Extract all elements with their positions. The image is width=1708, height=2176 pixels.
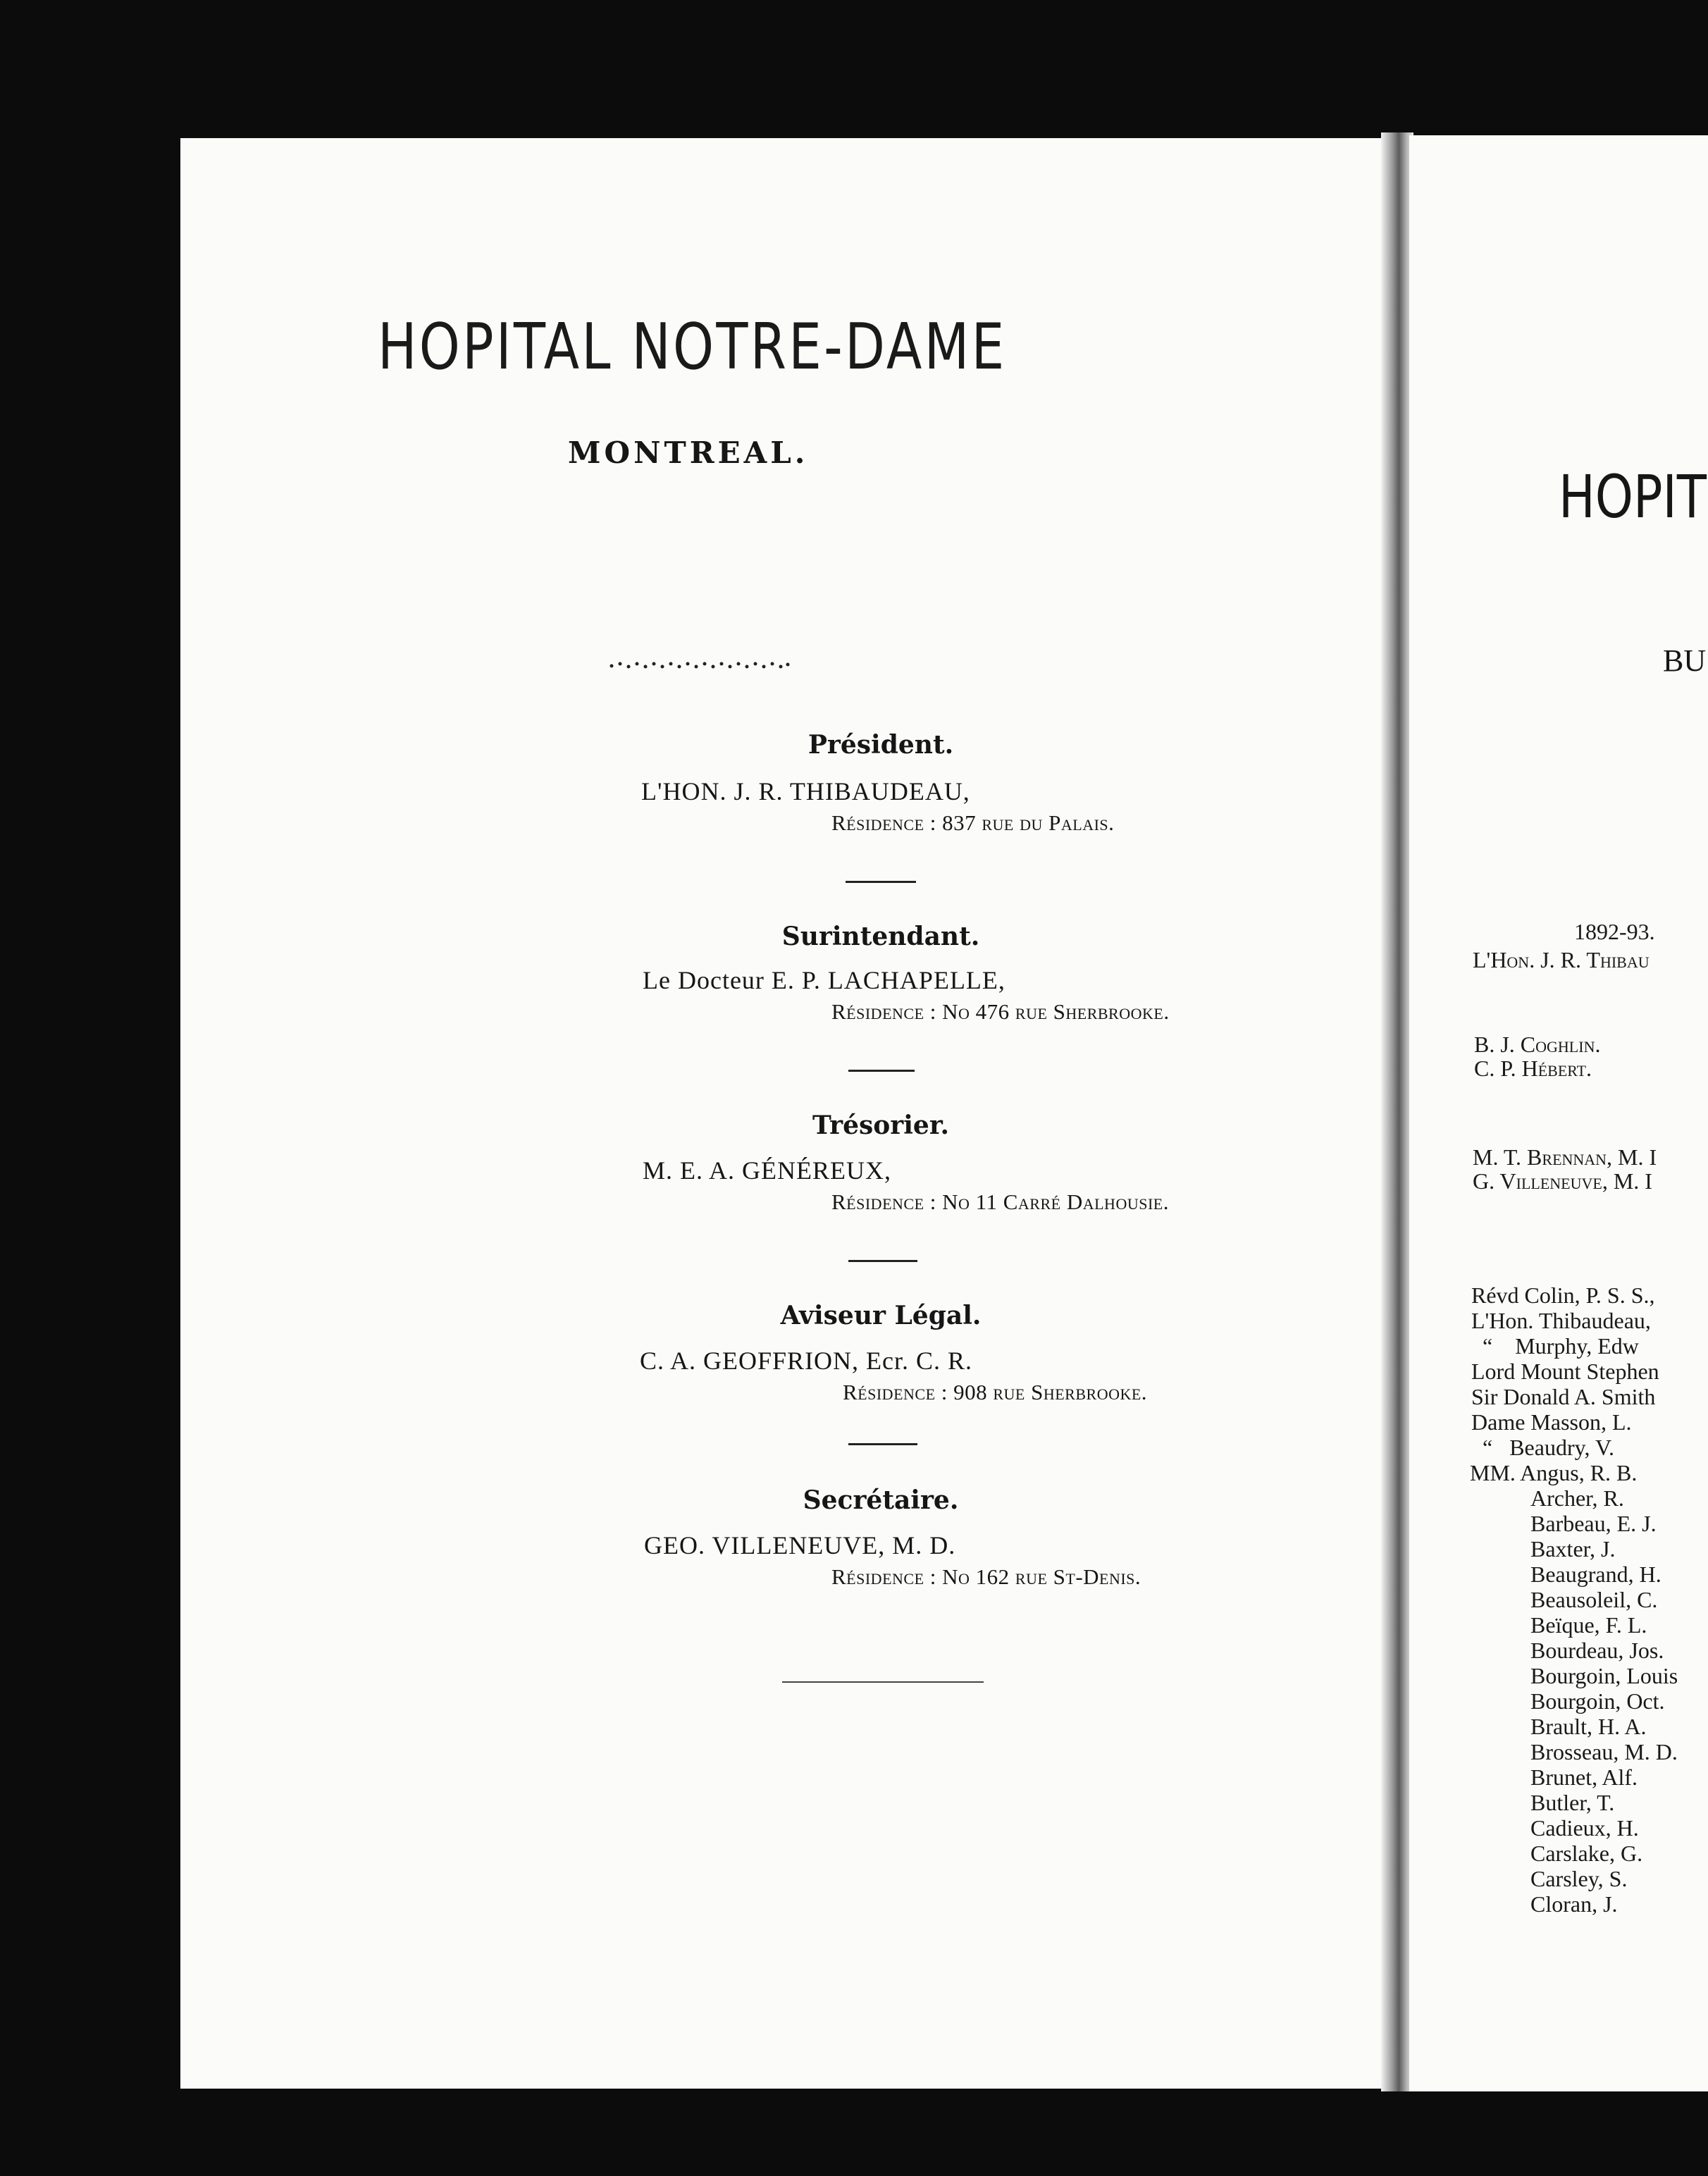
section-divider	[846, 881, 916, 883]
right-page-list-item: Carsley, S.	[1530, 1866, 1628, 1891]
section-heading-legal-advisor: Aviseur Légal.	[780, 1301, 982, 1330]
right-page-president-line: L'Hon. J. R. Thibau	[1473, 947, 1650, 972]
right-page-list-item: Bourgoin, Louis	[1530, 1663, 1678, 1688]
right-page-group1-line: B. J. Coghlin.	[1474, 1032, 1601, 1057]
right-page-list-item: Beausoleil, C.	[1530, 1587, 1658, 1612]
right-page-list-item: Brosseau, M. D.	[1530, 1739, 1678, 1764]
right-page-list-item: Dame Masson, L.	[1471, 1409, 1632, 1435]
right-page-list-item: “ Beaudry, V.	[1483, 1435, 1614, 1460]
legal-advisor-name: C. A. GEOFFRION, Ecr. C. R.	[640, 1347, 973, 1375]
secretary-name: GEO. VILLENEUVE, M. D.	[644, 1531, 956, 1559]
section-heading-superintendent: Surintendant.	[781, 922, 980, 951]
section-divider	[848, 1070, 915, 1072]
president-residence: Résidence : 837 rue du Palais.	[831, 810, 1115, 835]
right-page-list-item: Cloran, J.	[1530, 1891, 1618, 1917]
section-heading-president: Président.	[807, 730, 954, 760]
right-page-list-item: Bourgoin, Oct.	[1530, 1688, 1665, 1714]
right-page-list-item: Carslake, G.	[1530, 1841, 1643, 1866]
section-divider	[848, 1443, 917, 1445]
legal-advisor-residence: Résidence : 908 rue Sherbrooke.	[843, 1380, 1148, 1404]
end-rule	[782, 1681, 984, 1683]
section-heading-secretary: Secrétaire.	[803, 1485, 959, 1515]
document-city: MONTREAL.	[568, 435, 809, 470]
right-page-list-item: Brunet, Alf.	[1530, 1764, 1638, 1790]
president-name: L'HON. J. R. THIBAUDEAU,	[641, 777, 970, 805]
right-page-list-item: Révd Colin, P. S. S.,	[1471, 1282, 1655, 1308]
section-divider	[848, 1260, 917, 1262]
section-heading-treasurer: Trésorier.	[812, 1111, 950, 1140]
right-page-group2-line: G. Villeneuve, M. I	[1473, 1168, 1652, 1194]
right-page-subheading: BU	[1663, 643, 1707, 678]
superintendent-name: Le Docteur E. P. LACHAPELLE,	[643, 966, 1005, 994]
right-page-title: HOPIT	[1559, 462, 1707, 531]
right-page-list-item: Beaugrand, H.	[1530, 1562, 1661, 1587]
superintendent-residence: Résidence : No 476 rue Sherbrooke.	[831, 999, 1170, 1024]
right-page-list-item: Barbeau, E. J.	[1530, 1511, 1657, 1536]
right-page-year: 1892-93.	[1574, 919, 1655, 944]
right-page-list-item: L'Hon. Thibaudeau,	[1471, 1308, 1651, 1333]
right-page-list-item: Baxter, J.	[1530, 1536, 1616, 1562]
right-page-list-item: Butler, T.	[1530, 1790, 1615, 1815]
right-page-list-item: “ Murphy, Edw	[1483, 1333, 1639, 1359]
right-page	[1409, 135, 1708, 2091]
right-page-list-item: Bourdeau, Jos.	[1530, 1638, 1664, 1663]
treasurer-name: M. E. A. GÉNÉREUX,	[643, 1156, 891, 1185]
right-page-group1-line: C. P. Hébert.	[1474, 1056, 1592, 1081]
secretary-residence: Résidence : No 162 rue St-Denis.	[831, 1564, 1141, 1589]
right-page-list-item: MM. Angus, R. B.	[1470, 1460, 1638, 1485]
ornament-divider	[607, 660, 791, 671]
right-page-list-item: Sir Donald A. Smith	[1471, 1384, 1656, 1409]
right-page-list-item: Lord Mount Stephen	[1471, 1359, 1659, 1384]
right-page-list-item: Beïque, F. L.	[1530, 1612, 1647, 1638]
treasurer-residence: Résidence : No 11 Carré Dalhousie.	[831, 1189, 1169, 1214]
document-title: HOPITAL NOTRE-DAME	[378, 310, 1007, 384]
right-page-list-item: Archer, R.	[1530, 1485, 1624, 1511]
right-page-list-item: Brault, H. A.	[1530, 1714, 1647, 1739]
right-page-group2-line: M. T. Brennan, M. I	[1473, 1144, 1657, 1170]
right-page-list-item: Cadieux, H.	[1530, 1815, 1639, 1841]
